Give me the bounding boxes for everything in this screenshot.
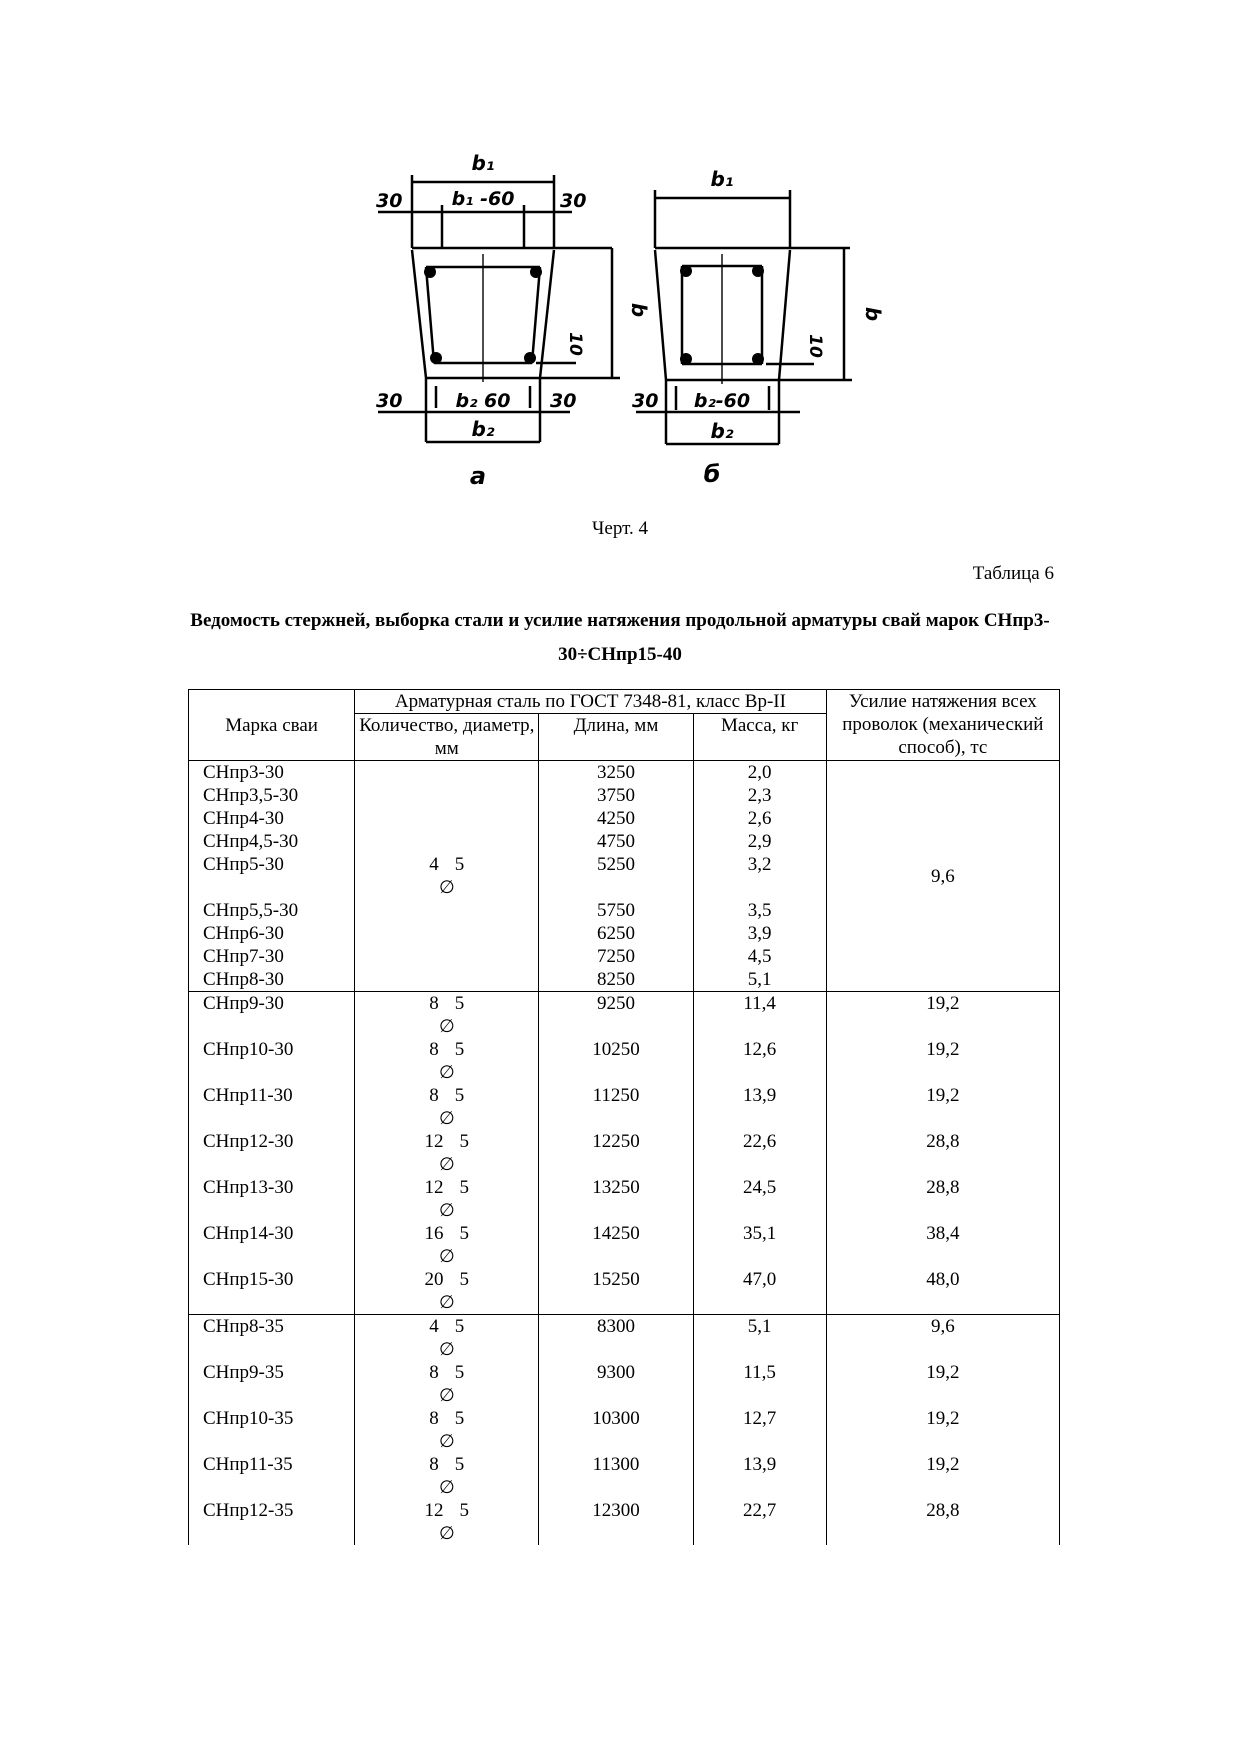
diameter-symbol: ∅ xyxy=(438,1339,455,1360)
cross-section-svg xyxy=(370,150,890,500)
qty-value: 8 xyxy=(429,993,439,1014)
cell-mass: 22,7 xyxy=(693,1499,826,1545)
cell-force: 19,2 xyxy=(826,1407,1059,1453)
cell-length: 9250 xyxy=(539,992,693,1039)
cell-qty xyxy=(355,992,539,1039)
qty-value: 4 xyxy=(429,1316,439,1337)
cell-mass: 4,5 xyxy=(693,945,826,968)
cell-qty xyxy=(355,1176,539,1222)
cell-length: 3250 xyxy=(539,761,693,785)
header-steel: Арматурная сталь по ГОСТ 7348-81, класс Вр-II xyxy=(355,690,827,714)
table-row xyxy=(189,761,1060,785)
cell-length: 10300 xyxy=(539,1407,693,1453)
cell-mark: СНпр10-35 xyxy=(189,1407,355,1453)
dia-value: 5 xyxy=(454,1408,465,1429)
qty-value: 8 xyxy=(429,1454,439,1475)
cell-length: 8250 xyxy=(539,968,693,992)
dia-value: 5 xyxy=(454,854,465,875)
diameter-symbol: ∅ xyxy=(438,1523,455,1544)
pile-cross-section-drawing xyxy=(370,150,890,500)
label-30-top-left: 30 xyxy=(376,190,403,212)
cell-mark: СНпр15-30 xyxy=(189,1268,355,1315)
cell-mass: 13,9 xyxy=(693,1084,826,1130)
cell-mark: СНпр5-30 xyxy=(189,853,355,876)
cell-mark: СНпр8-30 xyxy=(189,968,355,992)
cell-mass: 3,9 xyxy=(693,922,826,945)
cell-mark: СНпр10-30 xyxy=(189,1038,355,1084)
table-number: Таблица 6 xyxy=(972,563,1054,584)
cell-mark: СНпр12-35 xyxy=(189,1499,355,1545)
cell-force: 19,2 xyxy=(826,1038,1059,1084)
diameter-symbol: ∅ xyxy=(438,1246,455,1267)
diameter-symbol: ∅ xyxy=(438,1154,455,1175)
cell-mass: 2,0 xyxy=(693,761,826,785)
label-b1-left: b₁ xyxy=(471,151,495,175)
label-30-bottom-left: 30 xyxy=(376,390,403,412)
cell-force: 48,0 xyxy=(826,1268,1059,1315)
cell-mass: 2,9 xyxy=(693,830,826,853)
cell-length: 11250 xyxy=(539,1084,693,1130)
cell-length: 12250 xyxy=(539,1130,693,1176)
table-row xyxy=(189,1176,1060,1222)
cell-mark: СНпр12-30 xyxy=(189,1130,355,1176)
qty-value: 16 xyxy=(424,1223,444,1244)
cell-mark: СНпр14-30 xyxy=(189,1222,355,1268)
qty-value: 12 xyxy=(424,1500,444,1521)
diameter-symbol: ∅ xyxy=(438,1292,455,1313)
cell-force: 9,6 xyxy=(826,1315,1059,1362)
spacer-cell xyxy=(189,876,355,899)
cell-length: 3750 xyxy=(539,784,693,807)
cell-qty xyxy=(355,1038,539,1084)
table-row xyxy=(189,1499,1060,1545)
cell-mark: СНпр5,5-30 xyxy=(189,899,355,922)
cell-force: 19,2 xyxy=(826,1361,1059,1407)
cell-mark: СНпр9-30 xyxy=(189,992,355,1039)
table-row xyxy=(189,1361,1060,1407)
qty-value: 8 xyxy=(429,1039,439,1060)
figure-caption: Черт. 4 xyxy=(592,518,648,539)
dia-value: 5 xyxy=(454,1362,465,1383)
label-30-top-right: 30 xyxy=(560,190,587,212)
cell-length: 6250 xyxy=(539,922,693,945)
cell-qty xyxy=(355,1315,539,1362)
label-b-height-right: b xyxy=(861,306,885,322)
cell-qty xyxy=(355,1130,539,1176)
diameter-symbol: ∅ xyxy=(438,1477,455,1498)
diameter-symbol: ∅ xyxy=(438,1062,455,1083)
qty-value: 8 xyxy=(429,1362,439,1383)
label-b2-minus-60: b₂-60 xyxy=(693,390,751,412)
cell-mass: 11,5 xyxy=(693,1361,826,1407)
dia-value: 5 xyxy=(459,1177,470,1198)
rebar-table xyxy=(188,689,1060,1545)
cell-mass: 47,0 xyxy=(693,1268,826,1315)
dia-value: 5 xyxy=(454,1316,465,1337)
cell-qty xyxy=(355,1499,539,1545)
diameter-symbol: ∅ xyxy=(438,1200,455,1221)
label-b1-minus-60: b₁ -60 xyxy=(451,188,515,210)
dia-value: 5 xyxy=(454,1085,465,1106)
qty-value: 4 xyxy=(429,854,439,875)
cell-mass: 12,6 xyxy=(693,1038,826,1084)
table-row xyxy=(189,1268,1060,1315)
label-30-bottom-right-figure: 30 xyxy=(632,390,659,412)
spacer-cell xyxy=(539,876,693,899)
dia-value: 5 xyxy=(454,993,465,1014)
cell-force: 38,4 xyxy=(826,1222,1059,1268)
cell-length: 11300 xyxy=(539,1453,693,1499)
header-mass: Масса, кг xyxy=(693,714,826,761)
cell-mass: 24,5 xyxy=(693,1176,826,1222)
cell-mark: СНпр11-35 xyxy=(189,1453,355,1499)
spacer-cell xyxy=(693,876,826,899)
cell-force: 28,8 xyxy=(826,1176,1059,1222)
dia-value: 5 xyxy=(459,1500,470,1521)
cell-qty xyxy=(355,1361,539,1407)
label-b2-left: b₂ xyxy=(471,417,495,441)
cell-qty xyxy=(355,1268,539,1315)
table-row xyxy=(189,1130,1060,1176)
label-b-height-left: b xyxy=(627,302,651,318)
qty-value: 12 xyxy=(424,1177,444,1198)
cell-mass: 12,7 xyxy=(693,1407,826,1453)
table-title: Ведомость стержней, выборка стали и усилие натяжения продольной арматуры свай марок СНпр3-30÷СНпр15-40 xyxy=(190,610,1050,665)
cell-length: 13250 xyxy=(539,1176,693,1222)
cell-length: 4750 xyxy=(539,830,693,853)
qty-value: 8 xyxy=(429,1085,439,1106)
label-b2-60: b₂ 60 xyxy=(455,390,511,412)
label-10-left: 10 xyxy=(565,332,585,356)
cell-length: 4250 xyxy=(539,807,693,830)
cell-mass: 3,2 xyxy=(693,853,826,876)
cell-force-group1: 9,6 xyxy=(826,761,1059,992)
header-qty: Количество, диаметр, мм xyxy=(355,714,539,761)
table-row xyxy=(189,1038,1060,1084)
cell-force: 28,8 xyxy=(826,1130,1059,1176)
cell-qty-group1 xyxy=(355,761,539,992)
dia-value: 5 xyxy=(454,1039,465,1060)
cell-length: 10250 xyxy=(539,1038,693,1084)
table-row xyxy=(189,992,1060,1039)
dia-value: 5 xyxy=(459,1131,470,1152)
cell-length: 5250 xyxy=(539,853,693,876)
header-mark: Марка сваи xyxy=(189,690,355,761)
table-row xyxy=(189,1084,1060,1130)
cell-force: 19,2 xyxy=(826,992,1059,1039)
cell-mass: 5,1 xyxy=(693,1315,826,1362)
cell-mass: 2,6 xyxy=(693,807,826,830)
qty-value: 12 xyxy=(424,1131,444,1152)
cell-mark: СНпр9-35 xyxy=(189,1361,355,1407)
label-30-bottom-right: 30 xyxy=(550,390,577,412)
dia-value: 5 xyxy=(459,1269,470,1290)
cell-length: 5750 xyxy=(539,899,693,922)
cell-force: 28,8 xyxy=(826,1499,1059,1545)
header-length: Длина, мм xyxy=(539,714,693,761)
label-10-right: 10 xyxy=(805,334,825,358)
cell-mark: СНпр13-30 xyxy=(189,1176,355,1222)
cell-length: 12300 xyxy=(539,1499,693,1545)
cell-length: 7250 xyxy=(539,945,693,968)
cell-length: 14250 xyxy=(539,1222,693,1268)
cell-mass: 5,1 xyxy=(693,968,826,992)
dia-value: 5 xyxy=(459,1223,470,1244)
cell-mass: 11,4 xyxy=(693,992,826,1039)
diameter-symbol: ∅ xyxy=(438,877,455,898)
label-variant-b: б xyxy=(703,460,721,488)
cell-mark: СНпр11-30 xyxy=(189,1084,355,1130)
cell-qty xyxy=(355,1222,539,1268)
table-row xyxy=(189,1453,1060,1499)
cell-mark: СНпр4-30 xyxy=(189,807,355,830)
cell-mass: 35,1 xyxy=(693,1222,826,1268)
cell-force: 19,2 xyxy=(826,1084,1059,1130)
cell-mass: 2,3 xyxy=(693,784,826,807)
cell-mark: СНпр3,5-30 xyxy=(189,784,355,807)
diameter-symbol: ∅ xyxy=(438,1431,455,1452)
cell-mark: СНпр8-35 xyxy=(189,1315,355,1362)
dia-value: 5 xyxy=(454,1454,465,1475)
cell-force: 19,2 xyxy=(826,1453,1059,1499)
diameter-symbol: ∅ xyxy=(438,1108,455,1129)
table-row xyxy=(189,1407,1060,1453)
cell-length: 9300 xyxy=(539,1361,693,1407)
label-variant-a: a xyxy=(469,462,487,490)
label-b1-right: b₁ xyxy=(710,167,734,191)
diameter-symbol: ∅ xyxy=(438,1385,455,1406)
cell-qty xyxy=(355,1407,539,1453)
cell-mark: СНпр7-30 xyxy=(189,945,355,968)
qty-value: 20 xyxy=(424,1269,444,1290)
cell-mass: 3,5 xyxy=(693,899,826,922)
header-force: Усилие натяжения всех проволок (механический способ), тс xyxy=(826,690,1059,761)
qty-value: 8 xyxy=(429,1408,439,1429)
cell-length: 15250 xyxy=(539,1268,693,1315)
cell-length: 8300 xyxy=(539,1315,693,1362)
cell-mark: СНпр6-30 xyxy=(189,922,355,945)
table-row xyxy=(189,1222,1060,1268)
table-row xyxy=(189,1315,1060,1362)
cell-mass: 22,6 xyxy=(693,1130,826,1176)
diameter-symbol: ∅ xyxy=(438,1016,455,1037)
label-b2-right: b₂ xyxy=(710,419,734,443)
cell-mass: 13,9 xyxy=(693,1453,826,1499)
cell-qty xyxy=(355,1084,539,1130)
cell-mark: СНпр3-30 xyxy=(189,761,355,785)
cell-qty xyxy=(355,1453,539,1499)
cell-mark: СНпр4,5-30 xyxy=(189,830,355,853)
